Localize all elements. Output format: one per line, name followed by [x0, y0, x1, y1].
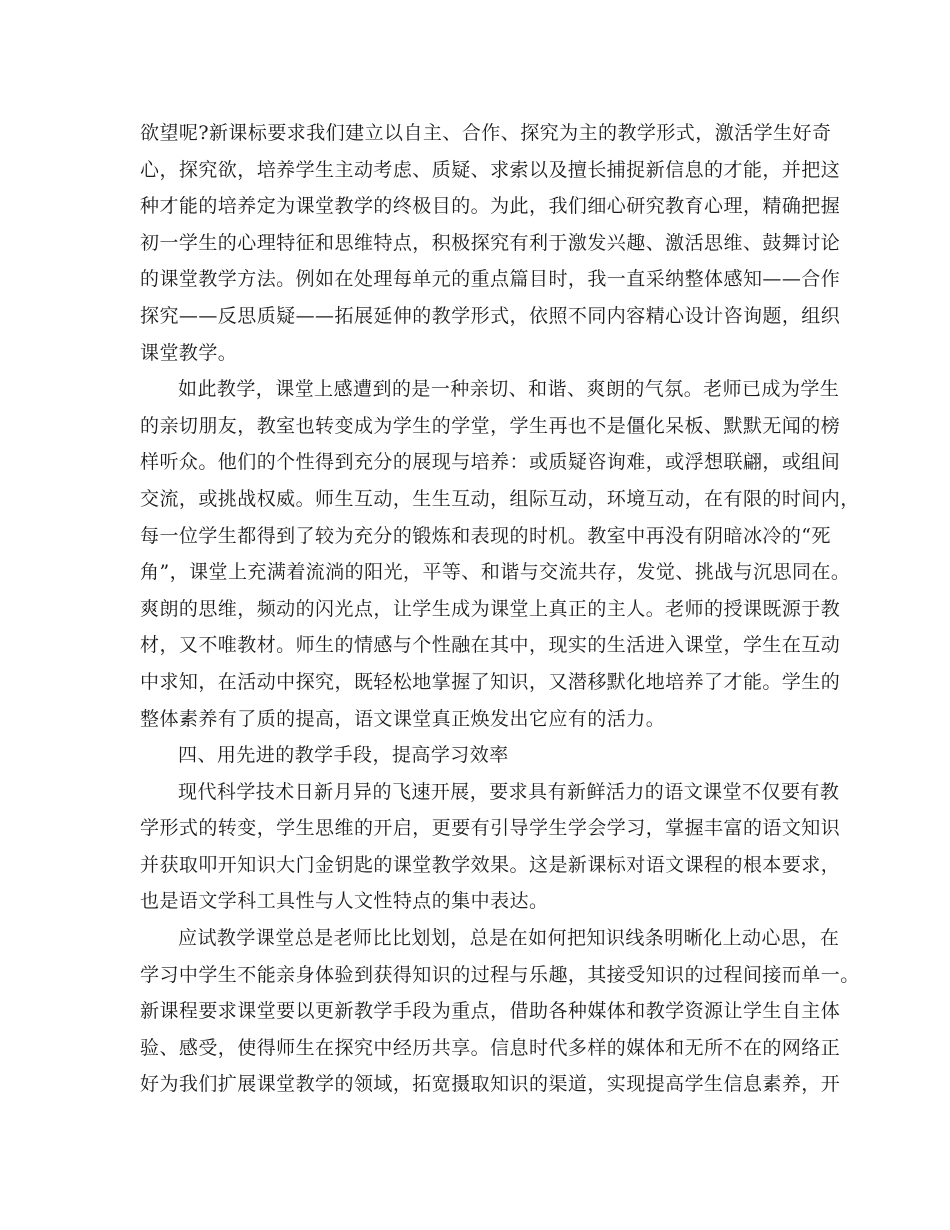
text-line: 欲望呢?新课标要求我们建立以自主、合作、探究为主的教学形式，激活学生好奇: [140, 122, 832, 144]
text-line: 种才能的培养定为课堂教学的终极目的。为此，我们细心研究教育心理，精确把握: [140, 195, 841, 218]
text-line: 中求知，在活动中探究，既轻松地掌握了知识，又潜移默化地培养了才能。学生的: [140, 670, 841, 693]
text-line: 学形式的转变，学生思维的开启，更要有引导学生学会学习，掌握丰富的语文知识: [140, 817, 841, 840]
text-line: 每一位学生都得到了较为充分的锻炼和表现的时机。教室中再没有阴暗冰冷的“死: [140, 524, 831, 547]
text-line: 交流，或挑战权威。师生互动，生生互动，组际互动，环境互动，在有限的时间内，: [140, 487, 860, 510]
text-line: 探究——反思质疑——拓展延伸的教学形式，依照不同内容精心设计咨询题，组织: [140, 304, 841, 327]
text-line: 课堂教学。: [140, 341, 238, 364]
text-line: 样听众。他们的个性得到充分的展现与培养：或质疑咨询难，或浮想联翩，或组间: [140, 451, 841, 474]
text-line: 的课堂教学方法。例如在处理每单元的重点篇目时，我一直采纳整体感知——合作: [140, 268, 841, 291]
paragraph-start-line: 四、用先进的教学手段，提高学习效率: [178, 744, 509, 767]
text-line: 整体素养有了质的提高，语文课堂真正焕发出它应有的活力。: [140, 707, 666, 730]
text-line: 材，又不唯教材。师生的情感与个性融在其中，现实的生活进入课堂，学生在互动: [140, 634, 841, 657]
paragraph-start-line: 应试教学课堂总是老师比比划划，总是在如何把知识线条明晰化上动心思，在: [178, 927, 840, 950]
text-line: 的亲切朋友，教室也转变成为学生的学堂，学生再也不是僵化呆板、默默无闻的榜: [140, 414, 841, 437]
text-line: 并获取叩开知识大门金钥匙的课堂教学效果。这是新课标对语文课程的根本要求，: [140, 853, 841, 876]
paragraph-start-line: 现代科学技术日新月异的飞速开展，要求具有新鲜活力的语文课堂不仅要有教: [178, 780, 840, 803]
text-line: 学习中学生不能亲身体验到获得知识的过程与乐趣，其接受知识的过程间接而单一。: [140, 963, 860, 986]
text-line: 也是语文学科工具性与人文性特点的集中表达。: [140, 890, 549, 913]
text-line: 角”，课堂上充满着流淌的阳光，平等、和谐与交流共存，发觉、挑战与沉思同在。: [140, 561, 851, 584]
text-line: 好为我们扩展课堂教学的领域，拓宽摄取知识的渠道，实现提高学生信息素养，开: [140, 1073, 841, 1096]
text-line: 爽朗的思维，频动的闪光点，让学生成为课堂上真正的主人。老师的授课既源于教: [140, 597, 841, 620]
text-line: 验、感受，使得师生在探究中经历共享。信息时代多样的媒体和无所不在的网络正: [140, 1036, 841, 1059]
document-body: [140, 115, 860, 1103]
text-line: 心，探究欲，培养学生主动考虑、质疑、求索以及擅长捕捉新信息的才能，并把这: [140, 158, 841, 181]
text-line: 新课程要求课堂要以更新教学手段为重点，借助各种媒体和教学资源让学生自主体: [140, 1000, 841, 1023]
text-line: 初一学生的心理特征和思维特点，积极探究有利于激发兴趣、激活思维、鼓舞讨论: [140, 231, 841, 254]
paragraph-start-line: 如此教学，课堂上感遭到的是一种亲切、和谐、爽朗的气氛。老师已成为学生: [178, 378, 840, 401]
